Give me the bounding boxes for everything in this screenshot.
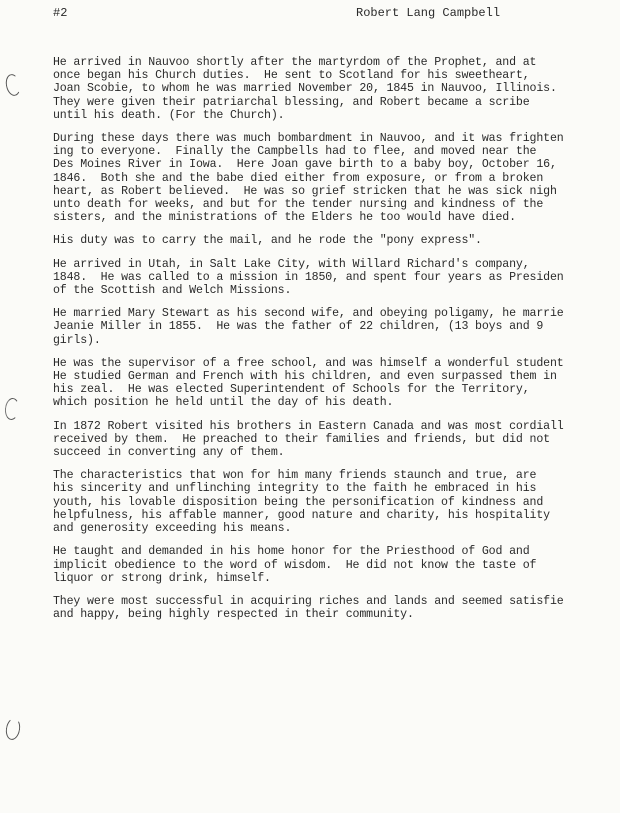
paragraph-mail-duty: His duty was to carry the mail, and he rode the "pony express". <box>53 234 482 248</box>
paragraph-characteristics: The characteristics that won for him many friends staunch and true, are his sincerity and unflinching integrity to the faith he embraced in his youth, his lovable disposition being the personification of kindness and helpfulness, his affable manner, good nature and charity, his hospitality and generosity exceeding his means. <box>53 469 550 536</box>
paragraph-canada-visit: In 1872 Robert visited his brothers in Eastern Canada and was most cordiall received by them. He preached to their families and friends, but did not succeed in converting any of them. <box>53 419 564 460</box>
paragraph-bombardment: During these days there was much bombardment in Nauvoo, and it was frighten ing to everyone. Finally the Campbells had to flee, and moved near the Des Moines River in Iowa. Here Joan gave birth to a baby boy, October 16, 1846. Both she and the babe died either from exposure, or from a broken heart, as Robert believed. He was so grief stricken that he was sick nigh unto death for weeks, and but for the tender nursing and kindness of the sisters, and the ministrations of the Elders he too would have died. <box>53 132 564 225</box>
document-title: Robert Lang Campbell <box>356 6 501 20</box>
document-body <box>53 56 620 631</box>
binder-hole-mark <box>4 397 20 420</box>
binder-hole-mark <box>4 717 22 741</box>
paragraph-prosperity: They were most successful in acquiring riches and lands and seemed satisfie and happy, being highly respected in their community. <box>53 594 564 622</box>
paragraph-arrival-utah: He arrived in Utah, in Salt Lake City, with Willard Richard's company, 1848. He was called to a mission in 1850, and spent four years as Presiden of the Scottish and Welch Missions. <box>53 257 564 298</box>
paragraph-marriage: He married Mary Stewart as his second wife, and obeying poligamy, he marrie Jeanie Miller in 1855. He was the father of 22 children, (13 boys and 9 girls). <box>53 307 564 347</box>
paragraph-arrival-nauvoo: He arrived in Nauvoo shortly after the martyrdom of the Prophet, and at once began his Church duties. He sent to Scotland for his sweetheart, Joan Scobie, to whom he was married November 20, 1845 in Nauvoo, Illinois. They were given their patriarchal blessing, and Robert became a scribe until his death. (For the Church). <box>53 56 557 122</box>
paragraph-priesthood: He taught and demanded in his home honor for the Priesthood of God and implicit obedience to the word of wisdom. He did not know the taste of liquor or strong drink, himself. <box>53 545 537 585</box>
page-number: #2 <box>53 6 68 20</box>
paragraph-school: He was the supervisor of a free school, and was himself a wonderful student He studied German and French with his children, and even surpassed them in his zeal. He was elected Superintendent of Schools for the Territory, which position he held until the day of his death. <box>53 356 564 410</box>
binder-hole-mark <box>4 73 22 97</box>
